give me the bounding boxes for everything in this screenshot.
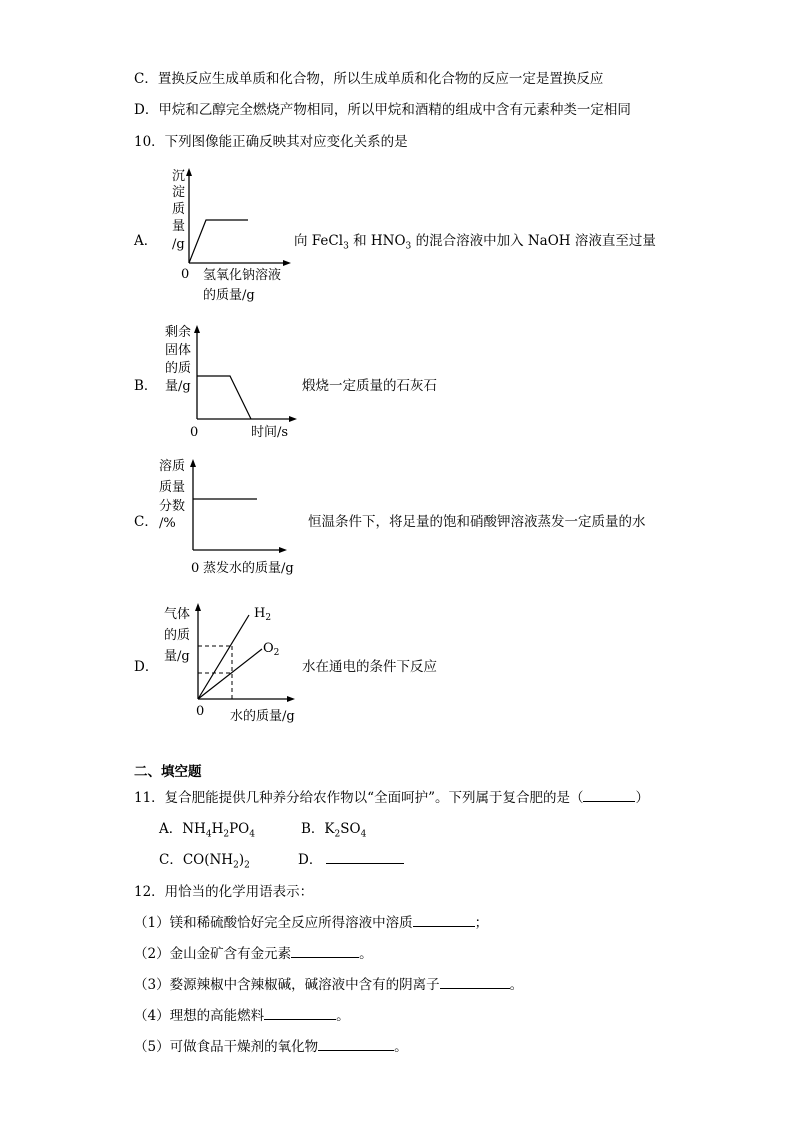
q12-item-4: （4）理想的高能燃料 。 — [134, 1004, 350, 1024]
graph-a-ylabel-3: 质 — [172, 202, 186, 217]
graph-a-letter: A． — [134, 233, 158, 249]
graph-d-h2-label: $H_2$ — [254, 606, 272, 623]
q12-item-1-blank[interactable] — [413, 912, 475, 927]
graph-b-ylabel-3: 的质 — [165, 361, 192, 376]
q11-option-d: D． — [298, 848, 404, 868]
graph-a-description: 向 FeCl$_3$ 和 $HNO_3$ 的混合溶液中加入 NaOH 溶液直至过量 — [294, 233, 656, 252]
graph-c-ylabel-3: 分数 — [159, 499, 186, 514]
graph-d-xlabel: 水的质量/g — [230, 709, 295, 724]
graph-c — [150, 455, 310, 580]
graph-b-letter: B． — [134, 378, 158, 394]
graph-d-ylabel-2: 的质 — [164, 628, 191, 643]
question-10-stem: 10．下列图像能正确反映其对应变化关系的是 — [134, 134, 408, 150]
graph-a — [150, 162, 300, 312]
graph-d-letter: D． — [134, 659, 159, 675]
q12-item-3: （3）婺源辣椒中含辣椒碱，碱溶液中含有的阴离子 。 — [134, 973, 523, 993]
graph-b-xlabel: 时间/s — [251, 425, 289, 440]
graph-c-ylabel-2: 质量 — [159, 480, 186, 495]
graph-b-ylabel-2: 固体 — [165, 343, 192, 358]
q11-option-d-blank[interactable] — [326, 849, 404, 864]
q12-item-5: （5）可做食品干燥剂的氧化物 。 — [134, 1035, 408, 1055]
graph-c-origin: 0 — [191, 561, 200, 576]
question-12-stem: 12．用恰当的化学用语表示： — [134, 884, 314, 900]
graph-d-o2-label: $O_2$ — [263, 641, 280, 658]
graph-a-ylabel-5: /g — [172, 237, 185, 252]
graph-d-origin: 0 — [196, 704, 205, 719]
q11-option-c: C．$CO(NH_2)_2$ — [159, 852, 250, 871]
q12-item-1: （1）镁和稀硫酸恰好完全反应所得溶液中溶质 ； — [134, 911, 488, 931]
q11-option-a: A．$NH_4H_2PO_4$ — [159, 821, 255, 840]
graph-b — [150, 318, 310, 448]
section-2-title: 二、填空题 — [134, 764, 202, 780]
graph-b-ylabel-4: 量/g — [165, 379, 191, 394]
q12-item-5-blank[interactable] — [318, 1036, 394, 1051]
graph-d-description: 水在通电的条件下反应 — [302, 659, 437, 675]
graph-a-xlabel-1: 氢氧化钠溶液 — [203, 268, 282, 283]
graph-d-ylabel-1: 气体 — [164, 607, 191, 622]
q12-item-4-blank[interactable] — [264, 1005, 336, 1020]
graph-d-ylabel-3: 量/g — [164, 649, 190, 664]
q12-item-2-blank[interactable] — [291, 943, 359, 958]
question-11-stem: 11．复合肥能提供几种养分给农作物以“全面呵护”。下列属于复合肥的是（ ） — [134, 786, 649, 806]
graph-c-xlabel: 蒸发水的质量/g — [203, 561, 294, 576]
q12-item-3-blank[interactable] — [440, 974, 510, 989]
graph-a-xlabel-2: 的质量/g — [203, 288, 255, 303]
graph-a-origin: 0 — [181, 267, 190, 282]
graph-a-ylabel-4: 量 — [172, 219, 186, 234]
graph-c-ylabel-4: /% — [159, 516, 176, 531]
graph-a-ylabel-1: 沉 — [172, 169, 186, 184]
graph-a-ylabel-2: 淀 — [172, 185, 186, 200]
graph-c-description: 恒温条件下，将足量的饱和硝酸钾溶液蒸发一定质量的水 — [308, 514, 646, 530]
option-d-line: D．甲烷和乙醇完全燃烧产物相同，所以甲烷和酒精的组成中含有元素种类一定相同 — [134, 102, 631, 118]
graph-b-description: 煅烧一定质量的石灰石 — [302, 378, 437, 394]
graph-d — [150, 597, 320, 727]
graph-c-ylabel-1: 溶质 — [159, 459, 186, 474]
graph-b-ylabel-1: 剩余 — [165, 325, 192, 340]
q12-item-2: （2）金山金矿含有金元素 。 — [134, 942, 373, 962]
option-c-line: C．置换反应生成单质和化合物，所以生成单质和化合物的反应一定是置换反应 — [134, 71, 604, 87]
q11-option-b: B．$K_2SO_4$ — [301, 821, 367, 840]
graph-b-origin: 0 — [190, 425, 199, 440]
q11-answer-blank[interactable] — [583, 787, 635, 802]
graph-c-letter: C． — [134, 514, 158, 530]
